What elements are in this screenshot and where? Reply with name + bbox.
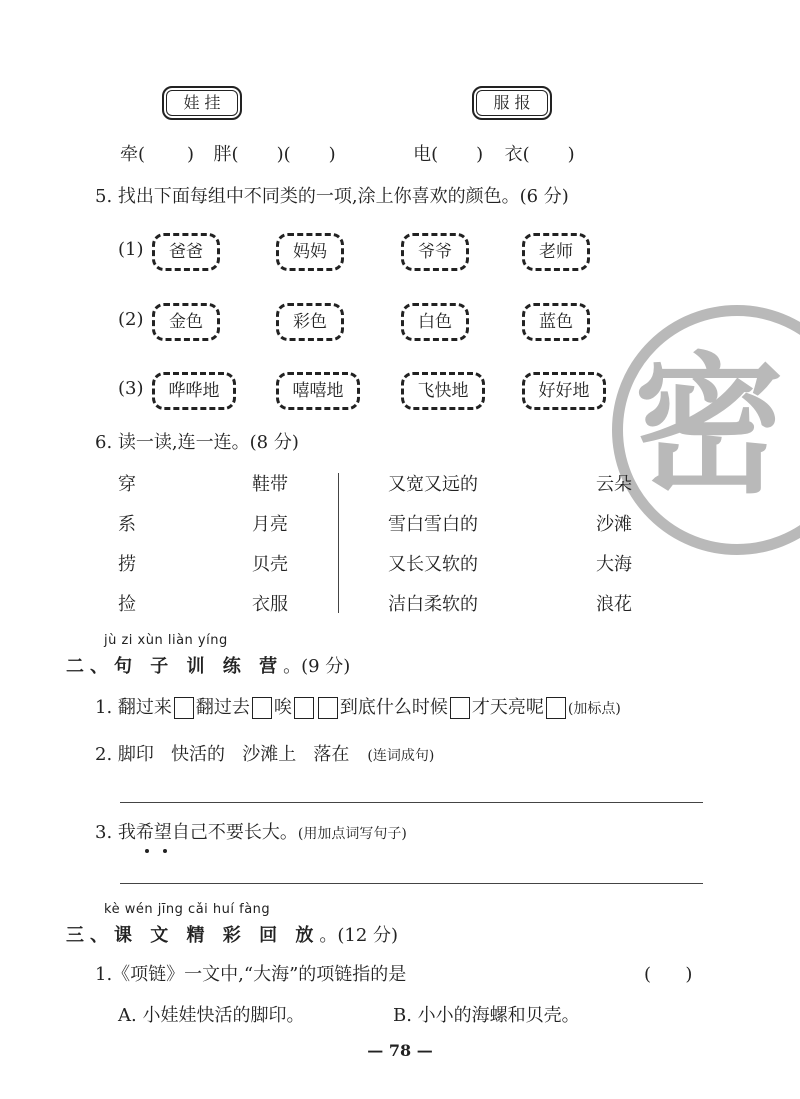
page-number: — 78 — [367,1041,433,1060]
group-label: (3) [118,378,144,399]
match-left-word[interactable]: 捡 [118,594,136,615]
emphasis-dot [163,849,167,853]
punctuation-box[interactable] [174,697,194,719]
s2-q3: 3. 我希望自己不要长大。(用加点词写句子) [95,822,407,843]
punctuation-box[interactable] [252,697,272,719]
choice-pill[interactable]: 哗哗地 [152,372,236,410]
match-left-word[interactable]: 穿 [118,474,136,495]
choice-pill[interactable]: 嘻嘻地 [276,372,360,410]
secret-stamp-char: 密 [634,340,785,514]
fill-item: 牵( [120,144,146,165]
option-a[interactable]: A. 小娃娃快活的脚印。 [118,1005,305,1026]
group-label: (2) [118,309,144,330]
punctuation-box[interactable] [318,697,338,719]
match-left-word[interactable]: 衣服 [252,594,288,615]
answer-line[interactable] [120,802,703,803]
match-right-word[interactable]: 洁白柔软的 [388,594,478,615]
section2-heading: 二、句 子 训 练 营。(9 分) [66,656,351,677]
char-tag-1: 娃 挂 [162,86,242,120]
fill-item: 胖( [213,144,239,165]
choice-pill[interactable]: 白色 [401,303,469,341]
match-right-word[interactable]: 大海 [596,554,632,575]
section3-pinyin: kè wén jīng cǎi huí fàng [104,902,271,917]
q5-title: 5. 找出下面每组中不同类的一项,涂上你喜欢的颜色。(6 分) [95,186,569,207]
answer-paren[interactable]: ( ) [644,964,693,985]
match-right-word[interactable]: 云朵 [596,474,632,495]
s2-q1: 1. 翻过来 翻过去 唉 到底什么时候 才天亮呢 (加标点) [95,697,621,718]
emphasis-dot [145,849,149,853]
s2-q2: 2. 脚印 快活的 沙滩上 落在 (连词成句) [95,744,435,765]
choice-pill[interactable]: 飞快地 [401,372,485,410]
choice-pill[interactable]: 好好地 [522,372,606,410]
match-left-word[interactable]: 贝壳 [252,554,288,575]
fill-row: 牵( ) 胖( )( ) 电( ) 衣( ) [120,144,575,165]
answer-line[interactable] [120,883,703,884]
choice-pill[interactable]: 妈妈 [276,233,344,271]
match-right-word[interactable]: 又宽又远的 [388,474,478,495]
match-left-word[interactable]: 捞 [118,554,136,575]
q6-title: 6. 读一读,连一连。(8 分) [95,432,299,453]
choice-pill[interactable]: 爷爷 [401,233,469,271]
option-b[interactable]: B. 小小的海螺和贝壳。 [393,1005,580,1026]
match-left-word[interactable]: 鞋带 [252,474,288,495]
choice-pill[interactable]: 老师 [522,233,590,271]
match-right-word[interactable]: 浪花 [596,594,632,615]
group-label: (1) [118,239,144,260]
choice-pill[interactable]: 彩色 [276,303,344,341]
match-right-word[interactable]: 雪白雪白的 [388,514,478,535]
match-left-word[interactable]: 系 [118,514,136,535]
fill-item: 衣( [504,144,530,165]
punctuation-box[interactable] [546,697,566,719]
section2-pinyin: jù zi xùn liàn yíng [104,633,228,648]
punctuation-box[interactable] [450,697,470,719]
column-divider [338,473,339,613]
section3-heading: 三、课 文 精 彩 回 放。(12 分) [66,925,399,946]
s3-q1: 1.《项链》一文中,“大海”的项链指的是 [95,964,407,985]
punctuation-box[interactable] [294,697,314,719]
char-tag-2: 服 报 [472,86,552,120]
match-right-word[interactable]: 又长又软的 [388,554,478,575]
choice-pill[interactable]: 金色 [152,303,220,341]
choice-pill[interactable]: 蓝色 [522,303,590,341]
match-right-word[interactable]: 沙滩 [596,514,632,535]
choice-pill[interactable]: 爸爸 [152,233,220,271]
match-left-word[interactable]: 月亮 [252,514,288,535]
fill-item: 电( [413,144,439,165]
